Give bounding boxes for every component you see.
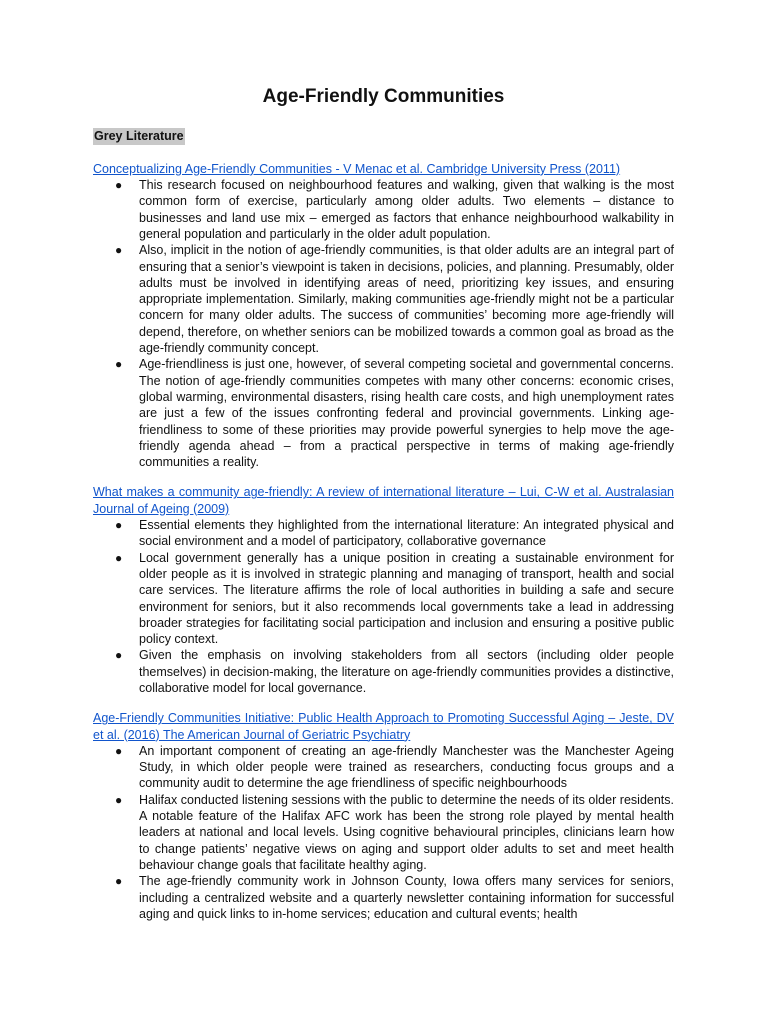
source-link[interactable]: Conceptualizing Age-Friendly Communities - V Menac et al. Cambridge University Press (2011) <box>93 161 621 176</box>
bullet-dot-icon: ● <box>115 648 123 663</box>
document-title: Age-Friendly Communities <box>262 86 505 107</box>
section-label-grey-literature: Grey Literature <box>94 128 184 143</box>
bullet-list <box>93 177 674 470</box>
bullet-list <box>93 517 674 696</box>
bullet-item <box>115 550 674 648</box>
source-link[interactable]: Age-Friendly Communities Initiative: Public Health Approach to Promoting Successful Aging – Jeste, DV et al. (2016) The American Journal of Geriatric Psychiatry <box>93 711 674 742</box>
bullet-dot-icon: ● <box>115 178 123 193</box>
bullet-text: Also, implicit in the notion of age-friendly communities, is that older adults are an integral part of ensuring that a senior’s viewpoint is taken in decisions, policies, and planning. Presumably, older adults must be involved in identifying areas of need, prioritizing key issues, and ensuring appropriate implementation. Similarly, making communities age-friendly might not be a particular concern for many older adults. The success of communities’ becoming more age-friendly will depend, therefore, on whether seniors can be mobilized towards a common goal as broad as the age-friendly community concept. <box>139 243 674 356</box>
bullet-dot-icon: ● <box>115 243 123 258</box>
bullet-item <box>115 356 674 470</box>
bullet-item <box>115 743 674 792</box>
bullet-text: Age-friendliness is just one, however, of several competing societal and governmental concerns. The notion of age-friendly communities competes with many other concerns: economic crises, global warming, environmental disasters, rising health care costs, and high unemployment rates are just a few of the issues confronting federal and provincial governments. Linking age-friendliness to some of these priorities may provide powerful synergies to help move the age-friendly agenda ahead – from a practical perspective in terms of making age-friendly communities a reality. <box>139 357 674 470</box>
bullet-text: This research focused on neighbourhood features and walking, given that walking is the most common form of exercise, particularly among older adults. Two elements – distance to businesses and land use mix – emerged as factors that enhance neighbourhood walkability in general population and particularly in the older adult population. <box>139 178 674 241</box>
source-block <box>93 710 674 922</box>
bullet-text: The age-friendly community work in Johnson County, Iowa offers many services for seniors, including a centralized website and a quarterly newsletter containing information for successful aging and quick links to in-home services; education and cultural events; health <box>139 874 674 921</box>
source-link[interactable]: What makes a community age-friendly: A review of international literature – Lui, C-W et al. Australasian Journal of Ageing (2009) <box>93 485 674 516</box>
source-block <box>93 484 674 696</box>
bullet-item <box>115 792 674 873</box>
bullet-item <box>115 517 674 550</box>
bullet-item <box>115 647 674 696</box>
bullet-dot-icon: ● <box>115 518 123 533</box>
bullet-item <box>115 242 674 356</box>
bullet-text: Halifax conducted listening sessions with the public to determine the needs of its older residents. A notable feature of the Halifax AFC work has been the strong role played by mental health leaders at national and local levels. Using cognitive behavioural principles, clinicians learn how to change patients’ negative views on aging and support older adults to set and meet health behaviour change goals that facilitate healthy aging. <box>139 792 674 872</box>
bullet-text: Essential elements they highlighted from the international literature: An integrated physical and social environment and a model of participatory, collaborative governance <box>139 518 674 549</box>
bullet-dot-icon: ● <box>115 792 123 807</box>
bullet-list <box>93 743 674 922</box>
bullet-text: Given the emphasis on involving stakeholders from all sectors (including older people themselves) in decision-making, the literature on age-friendly communities provides a distinctive, collaborative model for local governance. <box>139 648 674 695</box>
bullet-text: Local government generally has a unique position in creating a sustainable environment for older people as it is involved in strategic planning and managing of transport, health and social care services. The literature affirms the role of local authorities in building a safe and secure environment for seniors, but it also recommends local governments take a lead in addressing broader strategies for facilitating social participation and inclusion and ensuring a positive public policy context. <box>139 550 674 647</box>
bullet-dot-icon: ● <box>115 357 123 372</box>
sources-list <box>93 161 674 922</box>
bullet-item <box>115 177 674 242</box>
bullet-dot-icon: ● <box>115 874 123 889</box>
bullet-dot-icon: ● <box>115 550 123 565</box>
bullet-item <box>115 873 674 922</box>
bullet-dot-icon: ● <box>115 743 123 758</box>
bullet-text: An important component of creating an age-friendly Manchester was the Manchester Ageing Study, in which older people were trained as researchers, conducting focus groups and a community audit to determine the age friendliness of specific neighbourhoods <box>139 743 674 791</box>
source-block <box>93 161 674 471</box>
